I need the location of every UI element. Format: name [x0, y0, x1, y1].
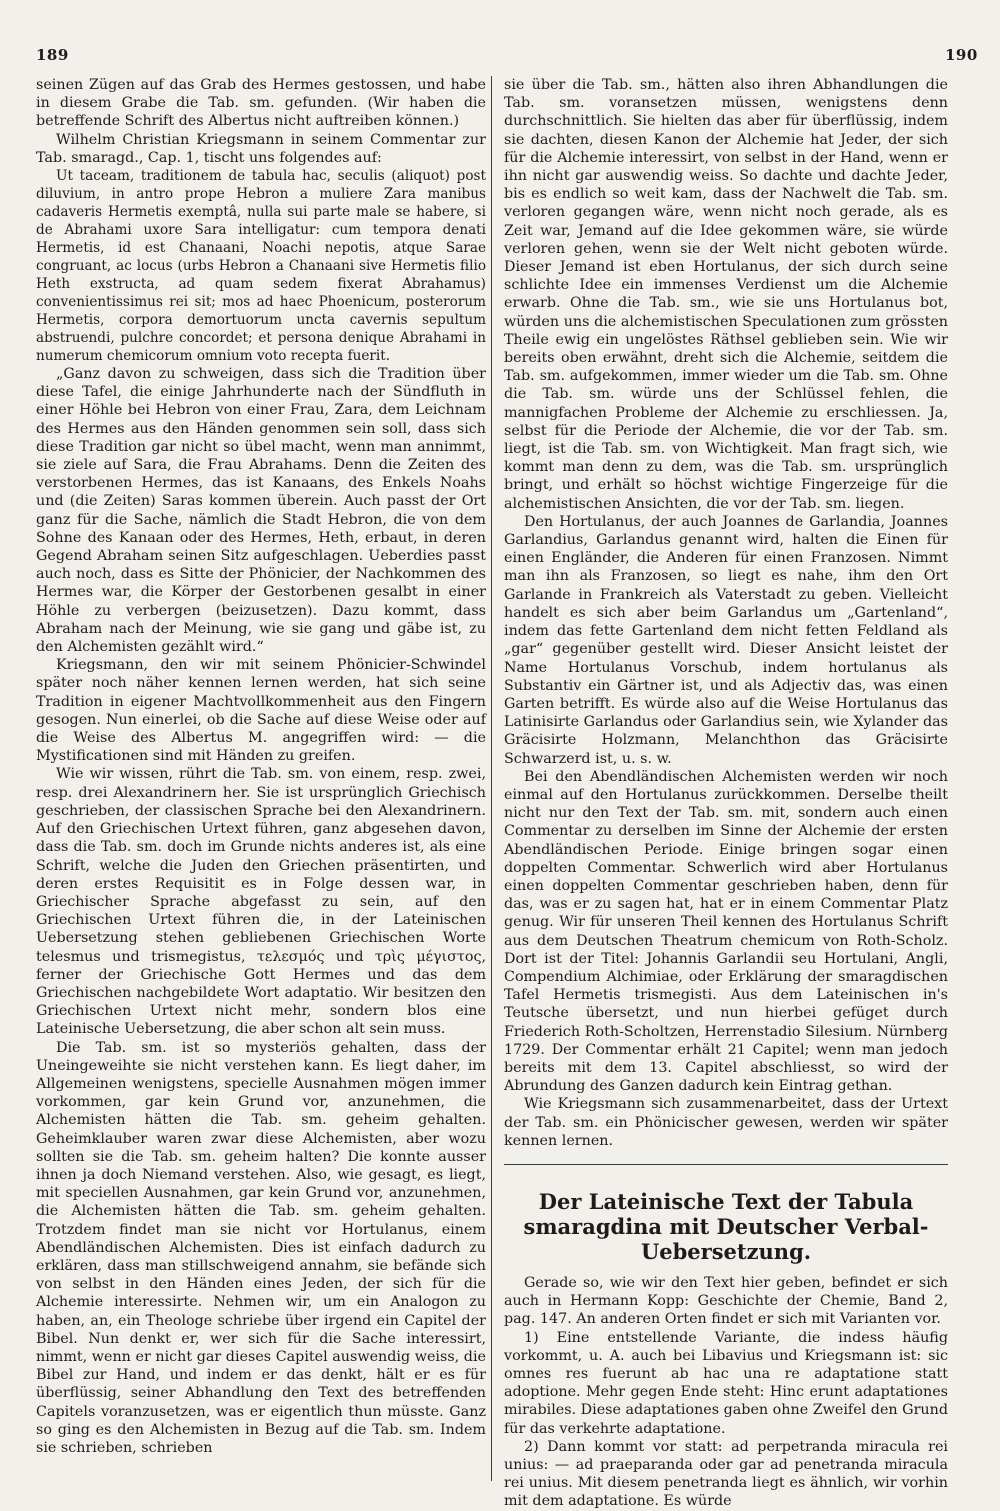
paragraph: Wie wir wissen, rührt die Tab. sm. von einem, resp. zwei, resp. drei Alexandrinern her. Sie ist ursprünglich Griechisch geschrieben, der classischen Sprache bei den Alexandrinern. Auf den Griechischen Urtext führen, ganz abgesehen davon, dass die Tab. sm. doch im Grunde nichts anderes ist, als eine Schrift, welche die Juden den Griechen präsentirten, und deren erstes Requisitit es in Folge dessen war, in Griechischer Sprache abgefasst zu sein, auf den Griechischen Urtext führen die, in der Lateinischen Uebersetzung stehen gebliebenen Griechischen Worte telesmus und trismegistus, τελεσμός und τρὶς μέγιστος, ferner der Griechische Gott Hermes und das dem Griechischen nachgebildete Wort adaptatio. Wir besitzen den Griechischen Urtext nicht mehr, sondern blos eine Lateinische Uebersetzung, die aber schon alt sein muss. — [36, 766, 486, 1038]
page-number-right: 190 — [945, 46, 978, 64]
latin-quote: Ut taceam, traditionem de tabula hac, seculis (aliquot) post diluvium, in antro prope Hebron a muliere Zara manibus cadaveris Hermetis exemptâ, nulla sui parte male se habere, si de Abrahami uxore Sara intelligatur: cum tempora denati Hermetis, id est Chanaani, Noachi nepotis, atque Sarae congruant, ac locus (urbs Hebron a Chanaani sive Hermetis filio Heth exstructa, ad quam sedem fixerat Abrahamus) convenientissimus rei sit; mos ad haec Phoenicum, posterorum Hermetis, corpora demortuorum uncta cavernis sepultum abstruendi, pulchre concordet; et persona denique Abrahami in numerum chemicorum omnium voto recepta fuerit. — [36, 168, 486, 365]
left-column — [36, 76, 486, 1457]
section-heading: Der Lateinische Text der Tabula smaragdina mit Deutscher Verbal-Uebersetzung. — [523, 1188, 929, 1264]
section-rule — [504, 1164, 948, 1165]
paragraph: Wilhelm Christian Kriegsmann in seinem Commentar zur Tab. smaragd., Cap. 1, tischt uns folgendes auf: — [36, 131, 486, 166]
page-number-left: 189 — [36, 46, 69, 64]
paragraph: Gerade so, wie wir den Text hier geben, befindet er sich auch in Hermann Kopp: Geschichte der Chemie, Band 2, pag. 147. An anderen Orten findet er sich mit Varianten vor. — [504, 1274, 948, 1328]
paragraph: sie über die Tab. sm., hätten also ihren Abhandlungen die Tab. sm. voransetzen müssen, wenigstens denn durchschnittlich. Sie hielten das aber für überflüssig, indem sie dachten, diesen Kanon der Alchemie hat Jeder, der sich für die Alchemie interessirt, von selbst in der Hand, wenn er ihn nicht gar auswendig weiss. So dachte und dachte Jeder, bis es endlich so weit kam, dass der Nachwelt die Tab. sm. verloren gegangen wäre, wenn nicht noch gerade, als es Zeit war, Jemand auf die Idee gekommen wäre, sie würde verloren gehen, wenn sie der Welt nicht geboten würde. Dieser Jemand ist eben Hortulanus, der sich durch seine schlichte Idee ein immenses Verdienst um die Alchemie erwarb. Ohne die Tab. sm., wie sie uns Hortulanus bot, würden uns die alchemistischen Speculationen zum grössten Theile ewig ein ungelöstes Räthsel geblieben sein. Wie wir bereits oben erwähnt, dreht sich die Alchemie, seitdem die Tab. sm. aufgekommen, immer wieder um die Tab. sm. Ohne die Tab. sm. würde uns der Schlüssel fehlen, die mannigfachen Probleme der Alchemie zu erschliessen. Ja, selbst für die Periode der Alchemie, die vor der Tab. sm. liegt, ist die Tab. sm. von Wichtigkeit. Man fragt sich, wie kommt man denn zu dem, was die Tab. sm. ursprünglich bringt, und erhält so höchst wichtige Fingerzeige für die alchemistischen Ansichten, die vor der Tab. sm. liegen. — [504, 77, 948, 512]
paragraph: Kriegsmann, den wir mit seinem Phönicier-Schwindel später noch näher kennen lernen werden, hat sich seine Tradition in eigener Machtvollkommenheit aus den Fingern gesogen. Nun einerlei, ob die Sache auf diese Weise oder auf die Weise des Albertus M. angegriffen wird: — die Mystificationen sind mit Händen zu greifen. — [36, 657, 486, 765]
right-column — [504, 76, 948, 1511]
column-divider — [491, 76, 492, 1481]
paragraph: Bei den Abendländischen Alchemisten werden wir noch einmal auf den Hortulanus zurückkommen. Derselbe theilt nicht nur den Text der Tab. sm. mit, sondern auch einen Commentar zu derselben im Sinne der Alchemie der ersten Abendländischen Periode. Einige bringen sogar einen doppelten Commentar. Schwerlich wird aber Hortulanus einen doppelten Commentar geschrieben haben, denn für das, was er zu sagen hat, hat er in einem Commentar Platz genug. Wir für unseren Theil kennen des Hortulanus Schrift aus dem Deutschen Theatrum chemicum von Roth-Scholz. Dort ist der Titel: Johannis Garlandii seu Hortulani, Angli, Compendium Alchimiae, oder Erklärung der smaragdischen Tafel Hermetis trismegisti. Aus dem Lateinischen in's Teutsche übersetzt, und nun hierbei gefüget durch Friederich Roth-Scholtzen, Herrenstadio Silesium. Nürnberg 1729. Der Commentar erhält 21 Capitel; wenn man jedoch bereits mit dem 13. Capitel abschliesst, so wird der Abrundung des Ganzen dadurch kein Eintrag gethan. — [504, 768, 948, 1095]
paragraph: „Ganz davon zu schweigen, dass sich die Tradition über diese Tafel, die einige Jahrhunderte nach der Sündfluth in einer Höhle bei Hebron von einer Frau, Zara, dem Leichnam des Hermes aus den Händen genommen sein soll, dass sich diese Tradition gar nicht so übel macht, wenn man annimmt, sie ziele auf Sara, die Frau Abrahams. Denn die Zeiten des verstorbenen Hermes, das ist Kanaans, des Enkels Noahs und (die Zeiten) Saras kommen überein. Auch passt der Ort ganz für die Sache, nämlich die Stadt Hebron, die von dem Sohne des Kanaan oder des Hermes, Heth, erbaut, in deren Gegend Abraham seinen Sitz aufgeschlagen. Ueberdies passt auch noch, dass es Sitte der Phönicier, der Nachkommen des Hermes war, die Körper der Gestorbenen gesalbt in einer Höhle zu verbergen (beizusetzen). Dazu kommt, dass Abraham nach der Meinung, wie sie gang und gäbe ist, zu den Alchemisten gezählt wird.“ — [36, 366, 486, 656]
paragraph: seinen Zügen auf das Grab des Hermes gestossen, und habe in diesem Grabe die Tab. sm. gefunden. (Wir haben die betreffende Schrift des Albertus nicht auftreiben können.) — [36, 77, 486, 130]
paragraph: 1) Eine entstellende Variante, die indess häufig vorkommt, u. A. auch bei Libavius und Kriegsmann ist: sic omnes res fuerunt ab hac una re adaptatione statt adoptione. Mehr gegen Ende steht: Hinc erunt adaptationes mirabiles. Diese adaptationes gaben ohne Zweifel den Grund für das verkehrte adaptatione. — [504, 1329, 948, 1437]
paragraph: Wie Kriegsmann sich zusammenarbeitet, dass der Urtext der Tab. sm. ein Phönicischer gewesen, werden wir später kennen lernen. — [504, 1096, 948, 1149]
paragraph: Die Tab. sm. ist so mysteriös gehalten, dass der Uneingeweihte sie nicht verstehen kann. Es liegt daher, im Allgemeinen wenigstens, specielle Ausnahmen mögen immer vorkommen, gar kein Grund vor, anzunehmen, die Alchemisten hätten die Tab. sm. geheim gehalten. Geheimklauber waren zwar diese Alchemisten, aber wozu sollten sie die Tab. sm. geheim halten? Die konnte ausser ihnen ja doch Niemand verstehen. Also, wie gesagt, es liegt, mit speciellen Ausnahmen, gar kein Grund vor, anzunehmen, die Alchemisten hätten die Tab. sm. geheim gehalten. Trotzdem findet man sie nicht vor Hortulanus, einem Abendländischen Alchemisten. Dies ist einfach dadurch zu erklären, dass man stillschweigend annahm, sie befände sich von selbst in den Händen eines Jeden, der sich für die Alchemie interessirte. Nehmen wir, um ein Analogon zu haben, an, ein Theologe schriebe über irgend ein Capitel der Bibel. Nun denkt er, wer sich für die Sache interessirt, nimmt, wenn er nicht gar dieses Capitel auswendig weiss, die Bibel zur Hand, und indem er das denkt, hält er es für überflüssig, seiner Abhandlung den Text des betreffenden Capitels voranzusetzen, was er eigentlich thun müsste. Ganz so ging es den Alchemisten in Bezug auf die Tab. sm. Indem sie schrieben, schrieben — [36, 1039, 486, 1456]
paragraph: 2) Dann kommt vor statt: ad perpetranda miracula rei unius: — ad praeparanda oder gar ad penetranda miracula rei unius. Mit diesem penetranda liegt es ähnlich, wir vorhin mit dem adaptatione. Es würde — [504, 1438, 948, 1510]
paragraph: Den Hortulanus, der auch Joannes de Garlandia, Joannes Garlandius, Garlandus genannt wird, halten die Einen für einen Engländer, die Anderen für einen Franzosen. Nimmt man ihn als Franzosen, so liegt es nahe, ihm den Ort Garlande in Frankreich als Vaterstadt zu geben. Vielleicht handelt es sich aber beim Garlandus um „Gartenland“, indem das fette Gartenland dem nicht fetten Feldland als „gar“ gegenüber gestellt wird. Dieser Ansicht leistet der Name Hortulanus Vorschub, indem hortulanus als Substantiv ein Gärtner ist, und als Adjectiv das, was einen Garten betrifft. Es würde also auf die Weise Hortulanus das Latinisirte Garlandus oder Garlandius sein, wie Xylander das Gräcisirte Holzmann, Melanchthon das Gräcisirte Schwarzerd ist, u. s. w. — [504, 513, 948, 767]
